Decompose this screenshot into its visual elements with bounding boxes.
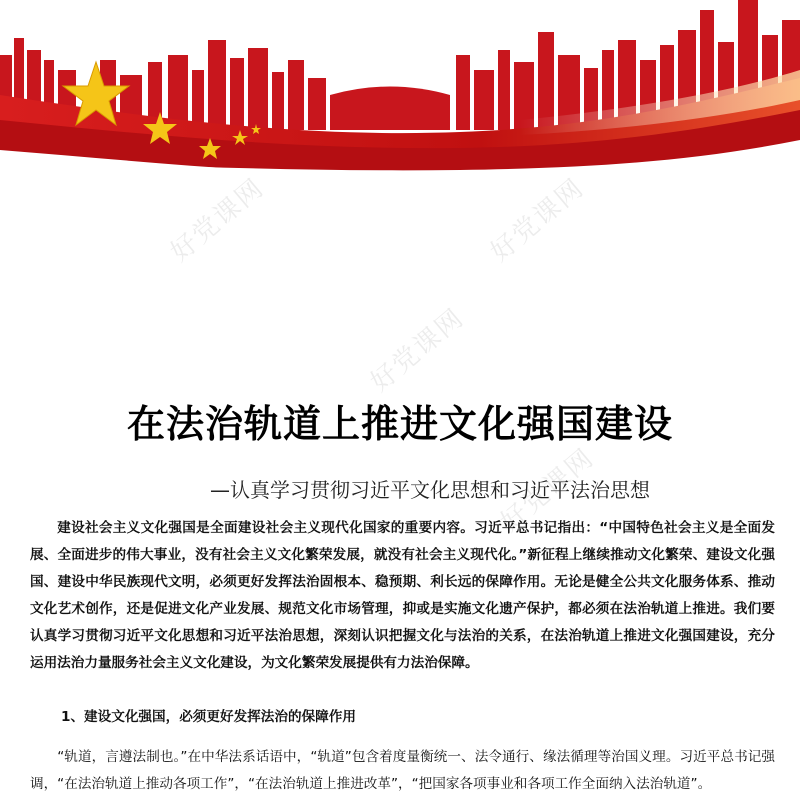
document-subtitle: —认真学习贯彻习近平文化思想和习近平法治思想 xyxy=(210,478,650,502)
header-banner xyxy=(0,0,800,185)
banner-graphic xyxy=(0,0,800,185)
watermark: 好党课网 xyxy=(165,172,271,268)
watermark: 好党课网 xyxy=(495,442,601,538)
document-title: 在法治轨道上推进文化强国建设 xyxy=(126,402,673,446)
section-heading: 1、建设文化强国，必须更好发挥法治的保障作用 xyxy=(61,709,356,725)
intro-paragraph: 建设社会主义文化强国是全面建设社会主义现代化国家的重要内容。习近平总书记指出：“中国特色社会主义是全面发展、全面进步的伟大事业，没有社会主义文化繁荣发展，就没有社会主义现代化。”新征程上继续推动文化繁荣、建设文化强国、建设中华民族现代文明，必须更好发挥法治固根本、稳预期、利长远的保障作用。无论是健全公共文化服务体系、推动文化艺术创作，还是促进文化产业发展、规范文化市场管理，抑或是实施文化遗产保护，都必须在法治轨道上推进。我们要认真学习贯彻习近平文化思想和习近平法治思想，深刻认识把握文化与法治的关系，在法治轨道上推进文化强国建设，充分运用法治力量服务社会主义文化建设，为文化繁荣发展提供有力法治保障。 xyxy=(30,520,775,671)
body-paragraph: “轨道，言遵法制也。”在中华法系话语中，“轨道”包含着度量衡统一、法令通行、缘法循理等治国义理。习近平总书记强调，“在法治轨道上推动各项工作”，“在法治轨道上推进改革”，“把国家各项事业和各项工作全面纳入法治轨道”。 xyxy=(30,749,775,792)
watermark: 好党课网 xyxy=(365,302,471,398)
watermark: 好党课网 xyxy=(485,172,591,268)
